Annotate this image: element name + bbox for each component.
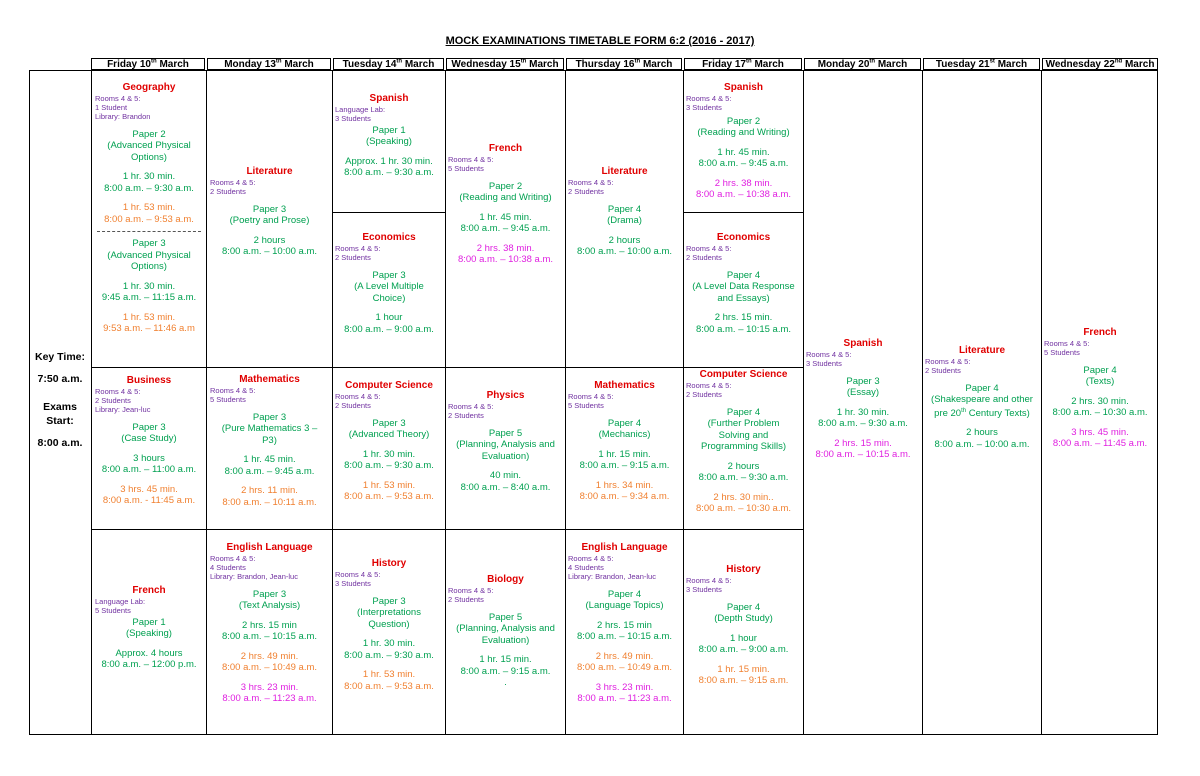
- subject-name: Spanish: [724, 82, 763, 93]
- duration-standard: Approx. 1 hr. 30 min. 8:00 a.m. – 9:30 a.m.: [344, 155, 434, 178]
- duration-standard: 2 hours 8:00 a.m. – 9:30 a.m.: [698, 460, 789, 483]
- room: Rooms 4 & 5:: [686, 93, 732, 103]
- room: Rooms 4 & 5:: [806, 349, 852, 359]
- duration-extra: 3 hrs. 23 min. 8:00 a.m. – 11:23 a.m.: [222, 681, 317, 704]
- grid-line: [922, 70, 923, 735]
- paper: Paper 3 (Case Study): [121, 421, 177, 444]
- duration-extended: 2 hrs. 49 min. 8:00 a.m. – 10:49 a.m.: [221, 650, 318, 673]
- room: Rooms 4 & 5:: [925, 356, 971, 366]
- subject-name: Mathematics: [594, 380, 655, 391]
- paper: Paper 5 (Planning, Analysis and Evaluation): [456, 427, 555, 462]
- room: Rooms 4 & 5:: [568, 553, 614, 563]
- duration-standard: 2 hrs. 15 min. 8:00 a.m. – 10:15 a.m.: [695, 312, 792, 335]
- room: Rooms 4 & 5:: [210, 177, 256, 187]
- room: Rooms 4 & 5:: [448, 154, 494, 164]
- subject-name: Geography: [122, 82, 176, 93]
- students: 3 Students: [335, 578, 371, 588]
- day-header-thu16: Thursday 16th March: [566, 58, 682, 70]
- subject-name: Mathematics: [239, 374, 300, 385]
- exams-start-label-2: Start:: [46, 415, 74, 427]
- grid-line: [803, 70, 804, 735]
- paper: Paper 4 (Depth Study): [714, 601, 773, 624]
- room: Rooms 4 & 5:: [335, 243, 381, 253]
- grid-line: [206, 70, 207, 735]
- library: Library: Brandon, Jean-luc: [568, 571, 656, 581]
- exam-english-language: [568, 542, 681, 705]
- students: 3 Students: [335, 113, 371, 123]
- room: Rooms 4 & 5:: [686, 243, 732, 253]
- duration-extended: 2 hrs. 30 min.. 8:00 a.m. – 10:30 a.m.: [695, 491, 792, 514]
- day-header-fri17: Friday 17th March: [684, 58, 802, 70]
- students: 2 Students: [335, 252, 371, 262]
- grid-line: [332, 212, 445, 213]
- exam-mathematics: [210, 374, 329, 508]
- room: Language Lab:: [335, 104, 386, 114]
- paper: Paper 1 (Speaking): [366, 124, 412, 147]
- exam-english-language: [210, 542, 329, 705]
- paper: Paper 3 (Advanced Theory): [348, 417, 430, 440]
- grid-line: [91, 70, 92, 735]
- students: 2 Students: [335, 400, 371, 410]
- students: 3 Students: [686, 102, 722, 112]
- key-time: [30, 350, 90, 450]
- duration-standard: 1 hr. 30 min. 8:00 a.m. – 9:30 a.m.: [104, 171, 194, 194]
- room: Rooms 4 & 5:: [686, 575, 732, 585]
- exam-literature: [568, 166, 681, 258]
- students: 2 Students: [925, 365, 961, 375]
- students: 2 Students: [686, 252, 722, 262]
- exam-spanish: [686, 82, 801, 201]
- duration-extended: 2 hrs. 11 min. 8:00 a.m. – 10:11 a.m.: [222, 485, 317, 508]
- duration-extended: 3 hrs. 45 min. 8:00 a.m. - 11:45 a.m.: [102, 483, 196, 506]
- students: 2 Students: [210, 186, 246, 196]
- exam-physics: [448, 390, 563, 493]
- duration-extended: 1 hr. 53 min. 8:00 a.m. – 9:53 a.m.: [344, 479, 434, 502]
- students: 3 Students: [686, 584, 722, 594]
- duration-extended: 1 hr. 53 min. 8:00 a.m. – 9:53 a.m.: [104, 202, 194, 225]
- subject-name: French: [1083, 327, 1117, 338]
- day-header-fri10: Friday 10th March: [91, 58, 205, 70]
- grid-line: [683, 70, 684, 735]
- duration-extra: 2 hrs. 38 min. 8:00 a.m. – 10:38 a.m.: [695, 177, 792, 200]
- students: 5 Students: [448, 163, 484, 173]
- room: Rooms 4 & 5:: [95, 93, 141, 103]
- paper: Paper 4 (Texts): [1083, 364, 1117, 387]
- duration-standard: 1 hr. 30 min. 8:00 a.m. – 9:30 a.m.: [818, 406, 908, 429]
- duration-standard: 2 hours 8:00 a.m. – 10:00 a.m.: [221, 234, 318, 257]
- duration-standard: 3 hours 8:00 a.m. – 11:00 a.m.: [101, 452, 197, 475]
- duration-standard: 1 hr. 45 min. 8:00 a.m. – 9:45 a.m.: [224, 454, 315, 477]
- paper: Paper 1 (Speaking): [126, 616, 172, 639]
- exam-french: [448, 143, 563, 266]
- paper: Paper 4 (Mechanics): [598, 417, 651, 440]
- paper: Paper 3 (A Level Multiple Choice): [354, 269, 424, 304]
- duration-extended: 1 hr. 15 min. 8:00 a.m. – 9:15 a.m.: [698, 663, 789, 686]
- exam-history: [335, 558, 443, 692]
- room: Rooms 4 & 5:: [568, 391, 614, 401]
- paper: Paper 4 (A Level Data Response and Essays): [692, 269, 795, 304]
- subject-name: Biology: [487, 574, 524, 585]
- exams-start-label: Exams: [43, 401, 77, 413]
- duration-standard: 2 hours 8:00 a.m. – 10:00 a.m.: [934, 427, 1030, 450]
- paper: Paper 3 (Pure Mathematics 3 – P3): [221, 411, 318, 446]
- room: Rooms 4 & 5:: [448, 585, 494, 595]
- subject-name: History: [371, 558, 407, 569]
- paper: Paper 2 (Advanced Physical Options): [107, 128, 191, 163]
- paper: Paper 3 (Essay): [846, 375, 880, 398]
- paper: Paper 4 (Shakespeare and other pre 20th Century Texts): [931, 382, 1033, 419]
- students: 3 Students: [806, 358, 842, 368]
- subject-name: French: [132, 585, 166, 596]
- duration-extended: 1 hr. 53 min. 9:53 a.m. – 11:46 a.m: [103, 311, 195, 334]
- grid-line: [91, 529, 803, 530]
- exam-history: [686, 564, 801, 687]
- exams-start-value: 8:00 a.m.: [37, 437, 83, 449]
- paper: Paper 4 (Language Topics): [585, 588, 664, 611]
- duration-standard: 1 hour 8:00 a.m. – 9:00 a.m.: [698, 632, 789, 655]
- subject-name: English Language: [226, 542, 313, 553]
- duration-standard: 2 hrs. 15 min 8:00 a.m. – 10:15 a.m.: [576, 619, 673, 642]
- duration-extra: 3 hrs. 45 min. 8:00 a.m. – 11:45 a.m.: [1052, 426, 1148, 449]
- exam-literature: [210, 166, 329, 258]
- subject-name: Physics: [486, 390, 525, 401]
- grid-line: [683, 212, 803, 213]
- students: 4 Students: [568, 562, 604, 572]
- exam-economics: [335, 232, 443, 335]
- duration-extended: 1 hr. 53 min. 8:00 a.m. – 9:53 a.m.: [344, 669, 434, 692]
- duration-standard: 2 hrs. 15 min 8:00 a.m. – 10:15 a.m.: [221, 619, 318, 642]
- students: 5 Students: [1044, 347, 1080, 357]
- students: 5 Students: [210, 394, 246, 404]
- students: 2 Students: [568, 186, 604, 196]
- paper: Paper 2 (Reading and Writing): [459, 180, 552, 203]
- subject-name: History: [726, 564, 761, 575]
- grid-line: [1041, 70, 1042, 735]
- subject-name: French: [488, 143, 523, 154]
- grid-line: [445, 70, 446, 735]
- day-header-wed15: Wednesday 15th March: [446, 58, 564, 70]
- library: Library: Brandon: [95, 111, 151, 121]
- duration-standard: 1 hr. 30 min. 8:00 a.m. – 9:30 a.m.: [344, 638, 434, 661]
- exam-mathematics: [568, 380, 681, 503]
- exam-computer-science: [686, 369, 801, 515]
- exam-business: [95, 375, 203, 507]
- exam-literature: [925, 345, 1039, 450]
- library: Library: Brandon, Jean-luc: [210, 571, 298, 581]
- day-header-mon13: Monday 13th March: [207, 58, 331, 70]
- subject-name: English Language: [581, 542, 668, 553]
- day-header-mon20: Monday 20th March: [804, 58, 921, 70]
- duration-standard: 40 min. 8:00 a.m. – 8:40 a.m.: [460, 470, 551, 493]
- duration-standard: 2 hours 8:00 a.m. – 10:00 a.m.: [576, 234, 673, 257]
- exam-biology: [448, 574, 563, 689]
- subject-name: Literature: [958, 345, 1006, 356]
- room: Rooms 4 & 5:: [210, 385, 256, 395]
- exam-geography: [95, 82, 203, 335]
- duration-standard: 1 hr. 30 min. 8:00 a.m. – 9:30 a.m.: [344, 448, 434, 471]
- room: Rooms 4 & 5:: [568, 177, 614, 187]
- key-time-label: Key Time:: [35, 351, 85, 363]
- duration-standard: 2 hrs. 30 min. 8:00 a.m. – 10:30 a.m.: [1052, 395, 1148, 418]
- room: Rooms 4 & 5:: [95, 386, 141, 396]
- subject-name: Spanish: [843, 338, 883, 349]
- students: 4 Students: [210, 562, 246, 572]
- exam-computer-science: [335, 380, 443, 503]
- duration-extended: 1 hrs. 34 min. 8:00 a.m. – 9:34 a.m.: [579, 479, 670, 502]
- page-title: MOCK EXAMINATIONS TIMETABLE FORM 6:2 (2016 - 2017): [445, 35, 755, 47]
- exam-spanish: [335, 93, 443, 179]
- room: Language Lab:: [95, 596, 146, 606]
- duration-extra: 2 hrs. 38 min. 8:00 a.m. – 10:38 a.m.: [457, 242, 554, 265]
- subject-name: Economics: [362, 232, 416, 243]
- exam-spanish: [806, 338, 920, 461]
- duration-extra: 2 hrs. 15 min. 8:00 a.m. – 10:15 a.m.: [815, 437, 911, 460]
- paper: Paper 3 (Poetry and Prose): [229, 203, 310, 226]
- day-header-wed22: Wednesday 22nd March: [1042, 58, 1158, 70]
- room: Rooms 4 & 5:: [686, 380, 732, 390]
- exam-french: [95, 585, 203, 671]
- students: 2 Students: [95, 395, 131, 405]
- subject-name: Economics: [716, 232, 771, 243]
- paper: Paper 5 (Planning, Analysis and Evaluation): [456, 611, 555, 646]
- duration-standard: 1 hour 8:00 a.m. – 9:00 a.m.: [344, 312, 434, 335]
- paper: Paper 4 (Drama): [607, 203, 642, 226]
- duration-standard: 1 hr. 15 min. 8:00 a.m. – 9:15 a.m.: [579, 448, 670, 471]
- grid-line: [91, 367, 803, 368]
- grid-line: [332, 70, 333, 735]
- exam-economics: [686, 232, 801, 335]
- subject-name: Computer Science: [345, 380, 433, 391]
- paper: Paper 3 (Text Analysis): [238, 588, 301, 611]
- room: Rooms 4 & 5:: [335, 391, 381, 401]
- divider: [97, 231, 201, 232]
- duration-standard: 1 hr. 45 min. 8:00 a.m. – 9:45 a.m.: [698, 146, 789, 169]
- students: 1 Student: [95, 102, 128, 112]
- exam-french: [1044, 327, 1156, 450]
- paper: Paper 3 (Interpretations Question): [357, 595, 421, 630]
- day-header-tue21: Tuesday 21st March: [923, 58, 1040, 70]
- room: Rooms 4 & 5:: [335, 569, 381, 579]
- duration-extra: 3 hrs. 23 min. 8:00 a.m. – 11:23 a.m.: [577, 681, 672, 704]
- students: 2 Students: [686, 389, 722, 399]
- library: Library: Jean-luc: [95, 404, 151, 414]
- duration-standard: 1 hr. 30 min. 9:45 a.m. – 11:15 a.m.: [101, 280, 197, 303]
- paper: Paper 2 (Reading and Writing): [697, 115, 790, 138]
- students: 5 Students: [95, 605, 131, 615]
- paper: Paper 3 (Advanced Physical Options): [107, 238, 191, 272]
- room: Rooms 4 & 5:: [210, 553, 256, 563]
- paper: Paper 4 (Further Problem Solving and Programming Skills): [701, 406, 786, 452]
- subject-name: Literature: [246, 166, 293, 177]
- subject-name: Business: [126, 375, 172, 386]
- duration-extended: 2 hrs. 49 min. 8:00 a.m. – 10:49 a.m.: [576, 650, 673, 673]
- subject-name: Spanish: [369, 93, 409, 104]
- room: Rooms 4 & 5:: [448, 401, 494, 411]
- students: 2 Students: [448, 594, 484, 604]
- key-time-value: 7:50 a.m.: [37, 373, 83, 385]
- duration-standard: Approx. 4 hours 8:00 a.m. – 12:00 p.m.: [101, 647, 197, 670]
- students: 5 Students: [568, 400, 604, 410]
- duration-standard: 1 hr. 45 min. 8:00 a.m. – 9:45 a.m.: [460, 211, 551, 234]
- room: Rooms 4 & 5:: [1044, 338, 1090, 348]
- subject-name: Computer Science: [699, 369, 788, 380]
- day-header-tue14: Tuesday 14th March: [333, 58, 444, 70]
- students: 2 Students: [448, 410, 484, 420]
- subject-name: Literature: [601, 166, 648, 177]
- grid-line: [565, 70, 566, 735]
- duration-standard: 1 hr. 15 min. 8:00 a.m. – 9:15 a.m. .: [460, 654, 551, 688]
